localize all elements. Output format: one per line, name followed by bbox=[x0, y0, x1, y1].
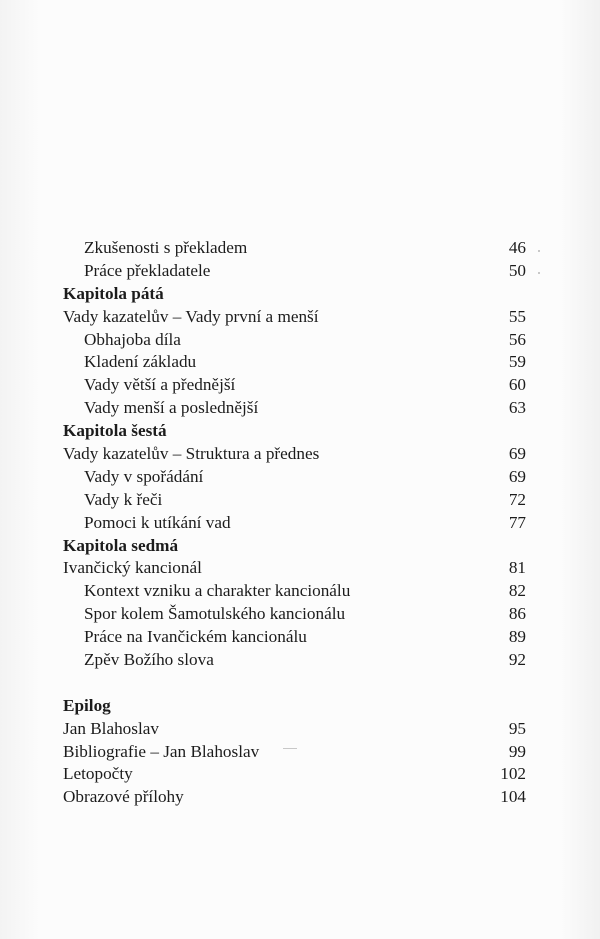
toc-page-number: 81 bbox=[508, 558, 526, 578]
toc-row bbox=[63, 489, 526, 512]
scan-artifact bbox=[538, 272, 540, 274]
toc-entry-title: Jan Blahoslav bbox=[63, 718, 159, 738]
table-of-contents bbox=[63, 237, 526, 809]
chapter-heading-title: Kapitola pátá bbox=[63, 283, 164, 303]
toc-row bbox=[63, 786, 526, 809]
toc-entry-title: Spor kolem Šamotulského kancionálu bbox=[84, 604, 346, 624]
chapter-heading-title: Kapitola šestá bbox=[63, 421, 167, 441]
toc-row bbox=[63, 649, 526, 672]
toc-page-number: 86 bbox=[508, 604, 526, 624]
chapter-heading-title: Epilog bbox=[63, 695, 111, 715]
toc-entry-title: Bibliografie – Jan Blahoslav bbox=[63, 741, 260, 761]
toc-page-number: 95 bbox=[508, 718, 526, 738]
toc-row bbox=[63, 557, 526, 580]
toc-row bbox=[63, 741, 526, 764]
toc-row bbox=[63, 580, 526, 603]
toc-row bbox=[63, 397, 526, 420]
toc-chapter-heading bbox=[63, 420, 526, 443]
toc-entry-title: Vady kazatelův – Struktura a přednes bbox=[63, 444, 320, 464]
toc-row bbox=[63, 374, 526, 397]
toc-entry-title: Obrazové přílohy bbox=[63, 787, 184, 807]
toc-page-number: 50 bbox=[508, 260, 526, 280]
toc-row bbox=[63, 603, 526, 626]
toc-page-number: 46 bbox=[508, 238, 526, 257]
toc-row bbox=[63, 329, 526, 352]
toc-row bbox=[63, 443, 526, 466]
toc-entry-title: Pomoci k utíkání vad bbox=[84, 512, 231, 532]
toc-entry-title: Zkušenosti s překladem bbox=[84, 238, 248, 257]
toc-page-number: 104 bbox=[500, 787, 526, 807]
toc-page-number: 55 bbox=[508, 306, 526, 326]
toc-page-number: 56 bbox=[508, 329, 526, 349]
toc-entry-title: Práce překladatele bbox=[84, 260, 211, 280]
toc-row bbox=[63, 718, 526, 741]
toc-entry-title: Vady k řeči bbox=[84, 489, 163, 509]
scan-artifact bbox=[538, 250, 540, 252]
toc-page-number: 92 bbox=[508, 650, 526, 670]
toc-page-number: 99 bbox=[508, 741, 526, 761]
toc-row bbox=[63, 512, 526, 535]
toc-page-number: 63 bbox=[508, 398, 526, 418]
toc-page-number: 82 bbox=[508, 581, 526, 601]
toc-row bbox=[63, 763, 526, 786]
toc-entry-title: Vady v spořádání bbox=[84, 466, 204, 486]
toc-row bbox=[63, 260, 526, 283]
toc-page-number: 89 bbox=[508, 627, 526, 647]
toc-page-number: 69 bbox=[508, 444, 526, 464]
toc-entry-title: Práce na Ivančickém kancionálu bbox=[84, 627, 307, 647]
toc-page-number: 59 bbox=[508, 352, 526, 372]
toc-entry-title: Ivančický kancionál bbox=[63, 558, 202, 578]
toc-entry-title: Zpěv Božího slova bbox=[84, 650, 214, 670]
toc-row bbox=[63, 626, 526, 649]
section-spacer bbox=[63, 672, 526, 695]
toc-chapter-heading bbox=[63, 283, 526, 306]
toc-row bbox=[63, 351, 526, 374]
toc-entry-title: Vady kazatelův – Vady první a menší bbox=[63, 306, 319, 326]
toc-chapter-heading bbox=[63, 695, 526, 718]
toc-entry-title: Letopočty bbox=[63, 764, 133, 784]
toc-entry-title: Vady větší a přednější bbox=[84, 375, 236, 395]
chapter-heading-title: Kapitola sedmá bbox=[63, 535, 179, 555]
toc-entry-title: Vady menší a poslednější bbox=[84, 398, 259, 418]
toc-page-number: 69 bbox=[508, 466, 526, 486]
toc-row bbox=[63, 306, 526, 329]
toc-chapter-heading bbox=[63, 535, 526, 558]
toc-row bbox=[63, 237, 526, 260]
toc-row bbox=[63, 466, 526, 489]
scan-artifact bbox=[283, 748, 297, 749]
toc-entry-title: Kontext vzniku a charakter kancionálu bbox=[84, 581, 351, 601]
toc-page-number: 102 bbox=[500, 764, 526, 784]
toc-page-number: 77 bbox=[508, 512, 526, 532]
toc-entry-title: Kladení základu bbox=[84, 352, 197, 372]
toc-page-number: 72 bbox=[508, 489, 526, 509]
toc-page-number: 60 bbox=[508, 375, 526, 395]
toc-entry-title: Obhajoba díla bbox=[84, 329, 181, 349]
